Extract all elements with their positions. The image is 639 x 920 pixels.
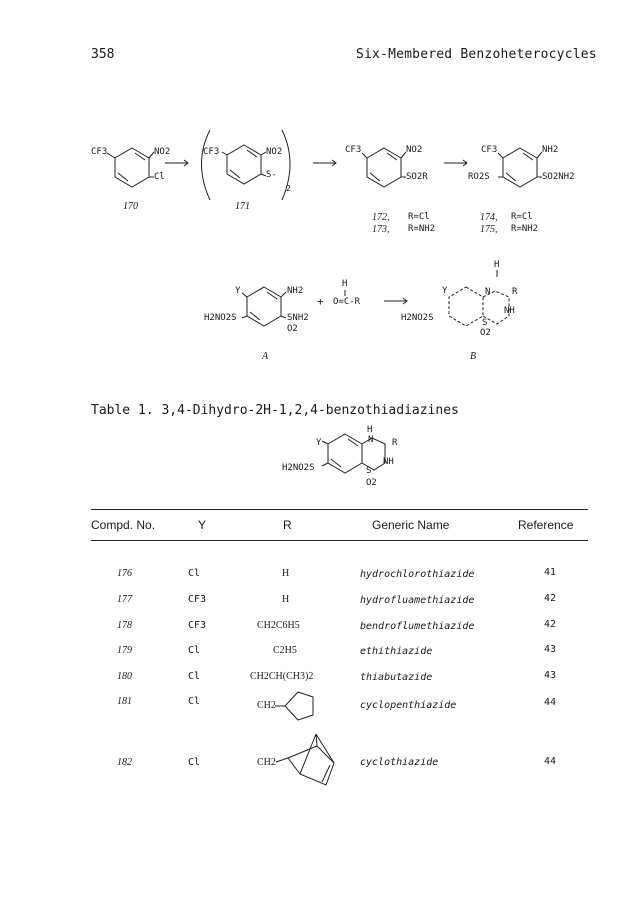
cell-compd: 180 (117, 671, 132, 682)
sub-171-s: S- (266, 170, 277, 180)
cyclopentane-ring (285, 692, 313, 720)
compound-label-173: 173, (372, 224, 390, 235)
structure-label-B: B (470, 351, 477, 362)
sub-174-cf3: CF3 (481, 145, 498, 155)
table-title: Table 1. 3,4-Dihydro-2H-1,2,4-benzothiadiazines (91, 403, 459, 418)
table-top-rule (91, 509, 588, 510)
cell-y: Cl (188, 696, 201, 707)
table-struct-h2no2s: H2NO2S (282, 463, 315, 473)
sub-A-y: Y (235, 286, 241, 296)
sub-174-nh2: NH2 (542, 145, 559, 155)
table-struct-n: N (368, 435, 374, 445)
structure-label-A: A (262, 351, 269, 362)
sub-B-n: N (485, 287, 491, 297)
plus-sign: + (317, 295, 324, 308)
table-struct-r: R (392, 438, 398, 448)
sub-B-h2no2s: H2NO2S (401, 313, 434, 323)
sub-A-nh2: NH2 (287, 286, 304, 296)
cell-compd: 182 (117, 757, 132, 768)
cell-ref: 43 (544, 670, 557, 681)
benzene-ring-B (449, 287, 483, 326)
cell-compd: 176 (117, 568, 132, 579)
compound-label-174: 174, (480, 212, 498, 223)
cell-ref: 44 (544, 697, 557, 708)
cell-y: Cl (188, 568, 201, 579)
page-number: 358 (91, 47, 115, 62)
cell-ref: 41 (544, 567, 557, 578)
benzene-ring-171 (227, 145, 261, 184)
table-struct-y: Y (316, 438, 322, 448)
r-def-174: R=Cl (511, 212, 533, 222)
sub-A-h2no2s: H2NO2S (204, 313, 237, 323)
cell-generic: thiabutazide (360, 672, 433, 683)
cell-generic: hydrochlorothiazide (360, 569, 475, 580)
cell-compd: 177 (117, 594, 132, 605)
sub-B-r: R (512, 287, 518, 297)
cell-y: CF3 (188, 620, 207, 631)
bracket-left (202, 130, 211, 200)
cell-generic: cyclopenthiazide (360, 700, 457, 711)
sub-B-y: Y (442, 286, 448, 296)
sub-170-no2: NO2 (154, 147, 171, 157)
cell-r: H (282, 568, 290, 579)
header-r: R (283, 518, 292, 532)
cell-ref: 42 (544, 593, 557, 604)
header-generic-name: Generic Name (372, 518, 450, 532)
benzene-ring-172 (367, 148, 401, 187)
cell-y: Cl (188, 757, 201, 768)
sub-171-cf3: CF3 (203, 147, 220, 157)
cell-ref: 43 (544, 644, 557, 655)
cell-generic: cyclothiazide (360, 757, 439, 768)
aldehyde-h: H (342, 279, 348, 289)
table-struct-s: S (366, 466, 372, 476)
cell-ref: 44 (544, 756, 557, 767)
header-compd-no: Compd. No. (91, 518, 156, 532)
cell-y: Cl (188, 671, 201, 682)
cell-r: H (282, 594, 290, 605)
compound-label-172: 172, (372, 212, 390, 223)
sub-172-so2r: SO2R (406, 172, 428, 182)
cell-compd: 179 (117, 645, 132, 656)
cell-compd: 178 (117, 620, 132, 631)
r-def-175: R=NH2 (511, 224, 539, 234)
cell-y: Cl (188, 645, 201, 656)
table-struct-h: H (367, 425, 373, 435)
cell-generic: hydrofluamethiazide (360, 595, 475, 606)
sub-B-o2: O2 (480, 328, 491, 338)
benzene-ring-174 (503, 148, 537, 187)
table-header-rule (91, 540, 588, 541)
sub-170-cf3: CF3 (91, 147, 108, 157)
aldehyde-formula: O=C-R (333, 297, 361, 307)
benzene-ring-170 (115, 148, 149, 187)
cell-generic: ethithiazide (360, 646, 433, 657)
table-struct-nh: NH (383, 457, 394, 467)
sub-A-snh2: SNH2 (287, 313, 309, 323)
dimer-subscript: 2 (286, 184, 291, 193)
cell-y: CF3 (188, 594, 207, 605)
compound-label-175: 175, (480, 224, 498, 235)
sub-172-no2: NO2 (406, 145, 423, 155)
table-struct-o2: O2 (366, 478, 377, 488)
sub-B-nh: NH (504, 306, 515, 316)
cell-ref: 42 (544, 619, 557, 630)
cell-r: CH2CH(CH3)2 (250, 671, 314, 682)
r-def-172: R=Cl (408, 212, 430, 222)
sub-171-no2: NO2 (266, 147, 283, 157)
cell-r: CH2 (257, 757, 276, 768)
benzene-ring-A (247, 287, 281, 326)
sub-174-so2nh2: SO2NH2 (542, 172, 575, 182)
compound-label-171: 171 (235, 201, 250, 212)
sub-B-h: H (494, 260, 500, 270)
running-title: Six-Membered Benzoheterocycles (356, 47, 597, 62)
sub-172-cf3: CF3 (345, 145, 362, 155)
cell-generic: bendroflumethiazide (360, 621, 475, 632)
cell-compd: 181 (117, 696, 132, 707)
benzene-ring-table (328, 434, 362, 473)
sub-174-ro2s: RO2S (468, 172, 490, 182)
cell-r: CH2C6H5 (257, 620, 300, 631)
header-y: Y (198, 518, 207, 532)
sub-B-s: S (482, 318, 488, 328)
compound-label-170: 170 (123, 201, 138, 212)
sub-170-cl: Cl (154, 172, 165, 182)
sub-A-o2: O2 (287, 324, 298, 334)
header-reference: Reference (518, 518, 574, 532)
r-def-173: R=NH2 (408, 224, 436, 234)
cell-r: C2H5 (273, 645, 297, 656)
cell-r: CH2 (257, 700, 276, 711)
